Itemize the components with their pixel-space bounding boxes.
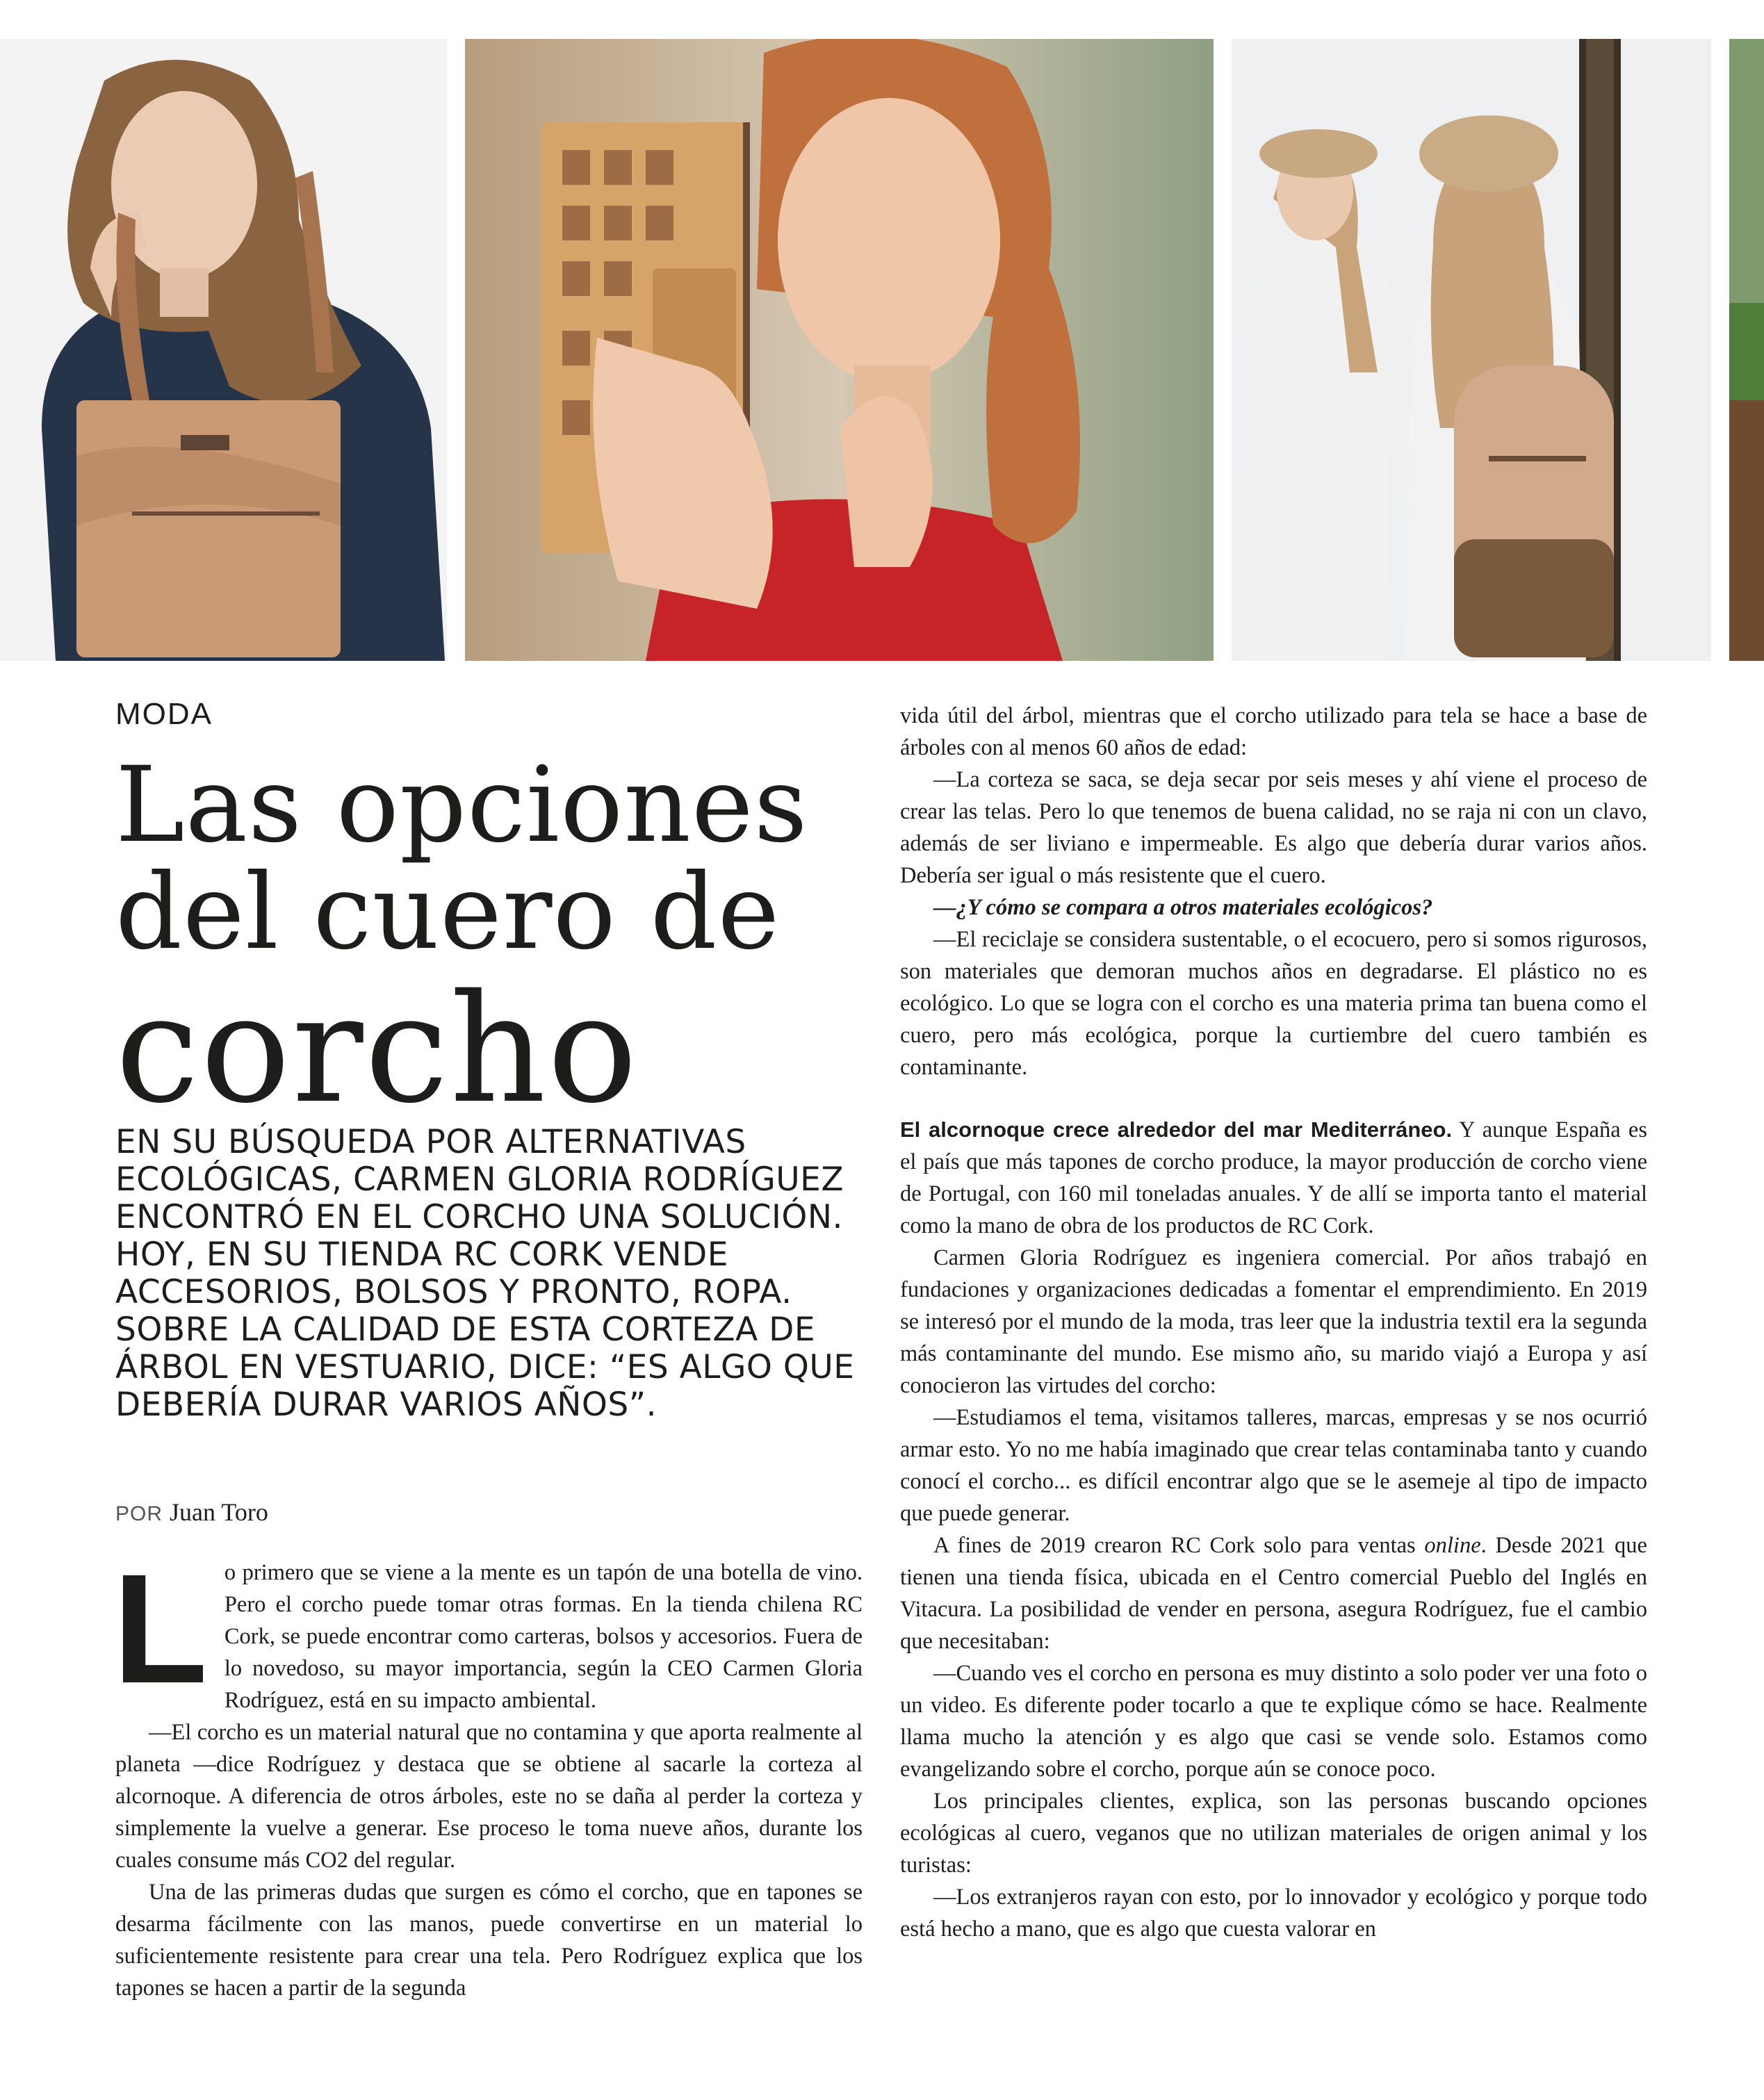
article-column-left bbox=[113, 1542, 863, 2004]
headline-line-3: corcho bbox=[115, 962, 639, 1136]
byline-author: Juan Toro bbox=[170, 1498, 268, 1526]
headline-line-2: del cuero de bbox=[115, 852, 781, 973]
body-paragraph: Una de las primeras dudas que surgen es cómo el corcho, que en tapones se desarma fácilmente con las manos, puede convertirse en un material lo suficientemente resistente para crear una tela. Pero Rodríguez explica que los tapones se hacen a partir de la segunda bbox=[115, 1880, 863, 2001]
photo-woman-with-cork-handbag bbox=[0, 39, 447, 661]
body-text: A fines de 2019 crearon RC Cork solo para ventas bbox=[933, 1533, 1425, 1558]
body-paragraph: Carmen Gloria Rodríguez es ingeniera comercial. Por años trabajó en fundaciones y organizaciones dedicadas a fomentar el emprendimiento. En 2019 se interesó por el mundo de la moda, tras leer que la industria textil era la segunda más contaminante del mundo. Ese mismo año, su marido viajó a Europa y así conocieron las virtudes del corcho: bbox=[900, 1245, 1647, 1398]
paragraph-gap bbox=[900, 1083, 1647, 1114]
byline bbox=[115, 1498, 268, 1527]
body-paragraph: —La corteza se saca, se deja secar por seis meses y ahí viene el proceso de crear las telas. Pero lo que tenemos de buena calidad, no se raja ni con un clavo, además de ser liviano e impermeable. Es algo que debería durar varios años. Debería ser igual o más resistente que el cuero. bbox=[900, 767, 1647, 888]
interview-question: —¿Y cómo se compara a otros materiales ecológicos? bbox=[933, 895, 1433, 920]
body-paragraph: —Los extranjeros rayan con esto, por lo innovador y ecológico y porque todo está hecho a mano, que es algo que cuesta valorar en bbox=[900, 1885, 1647, 1942]
body-paragraph: —El corcho es un material natural que no contamina y que aporta realmente al planeta —dice Rodríguez y destaca que se obtiene al sacarle la corteza al alcornoque. A diferencia de otros árboles, este no se daña al perder la corteza y simplemente la vuelve a generar. Ese proceso le toma nueve años, durante los cuales consume más CO2 del regular. bbox=[115, 1720, 863, 1873]
run-in-subhead: El alcornoque crece alrededor del mar Mediterráneo. bbox=[900, 1117, 1453, 1142]
headline-line-1: Las opciones bbox=[115, 745, 808, 866]
body-paragraph: —El reciclaje se considera sustentable, o el ecocuero, pero si somos rigurosos, son materiales que demoran muchos años en degradarse. El plástico no es ecológico. Lo que se logra con el corcho es una materia prima tan buena como el cuero, pero más ecológica, porque la curtiembre del cuero también es contaminante. bbox=[900, 927, 1647, 1080]
body-paragraph: —Cuando ves el corcho en persona es muy distinto a solo poder ver una foto o un video. Es diferente poder tocarlo a que te explique cómo se hace. Realmente llama mucho la atención y es algo que casi se vende solo. Estamos como evangelizando sobre el corcho, porque aún se conoce poco. bbox=[900, 1661, 1647, 1782]
body-text: Y aunque España es el país que más tapones de corcho produce, la mayor producción de corcho viene de Portugal, con 160 mil toneladas anuales. Y de allí se importa tanto el material como la mano de obra de los productos de RC Cork. bbox=[900, 1117, 1647, 1238]
article-column-right bbox=[900, 700, 1647, 1945]
drop-cap: L bbox=[113, 1542, 208, 1716]
body-paragraph: Los principales clientes, explica, son las personas buscando opciones ecológicas al cuero, veganos que no utilizan materiales de origen animal y los turistas: bbox=[900, 1789, 1647, 1878]
body-paragraph bbox=[900, 1114, 1647, 1242]
byline-prefix: POR bbox=[115, 1502, 163, 1525]
body-text: o primero que se viene a la mente es un tapón de una botella de vino. Pero el corcho puede tomar otras formas. En la tienda chilena RC Cork, se puede encontrar como carteras, bolsos y accesorios. Fuera de lo novedoso, su mayor importancia, según la CEO Carmen Gloria Rodríguez, está en su impacto ambiental. bbox=[224, 1560, 863, 1713]
body-text: . Desde 2021 que tienen una tienda física, ubicada en el Centro comercial Pueblo del Inglés en Vitacura. La posibilidad de vender en persona, asegura Rodríguez, fue el cambio que necesitaban: bbox=[900, 1533, 1647, 1654]
italic-term: online bbox=[1424, 1533, 1481, 1558]
deck-subtitle: EN SU BÚSQUEDA POR ALTERNATIVAS ECOLÓGICAS, CARMEN GLORIA RODRÍGUEZ ENCONTRÓ EN EL CORCHO UNA SOLUCIÓN. HOY, EN SU TIENDA RC CORK VENDE ACCESORIOS, BOLSOS Y PRONTO, ROPA. SOBRE LA CALIDAD DE ESTA CORTEZA DE ÁRBOL EN VESTUARIO, DICE: “ES ALGO QUE DEBERÍA DURAR VARIOS AÑOS”. bbox=[115, 1123, 855, 1424]
headline bbox=[115, 745, 824, 1136]
photo-two-women-cork-backpack bbox=[1232, 39, 1711, 661]
body-paragraph: vida útil del árbol, mientras que el corcho utilizado para tela se hace a base de árboles con al menos 60 años de edad: bbox=[900, 703, 1647, 760]
section-label: MODA bbox=[115, 697, 213, 731]
body-paragraph: —Estudiamos el tema, visitamos talleres, marcas, empresas y se nos ocurrió armar esto. Yo no me había imaginado que crear telas contaminaba tanto y cuando conocí el corcho... es difícil encontrar algo que se le asemeje al tipo de impacto que puede generar. bbox=[900, 1405, 1647, 1526]
photo-outdoor-partial bbox=[1729, 39, 1764, 661]
body-paragraph bbox=[900, 1529, 1647, 1657]
body-paragraph bbox=[113, 1542, 863, 1716]
photo-redhead-with-cork-wallet bbox=[465, 39, 1214, 661]
